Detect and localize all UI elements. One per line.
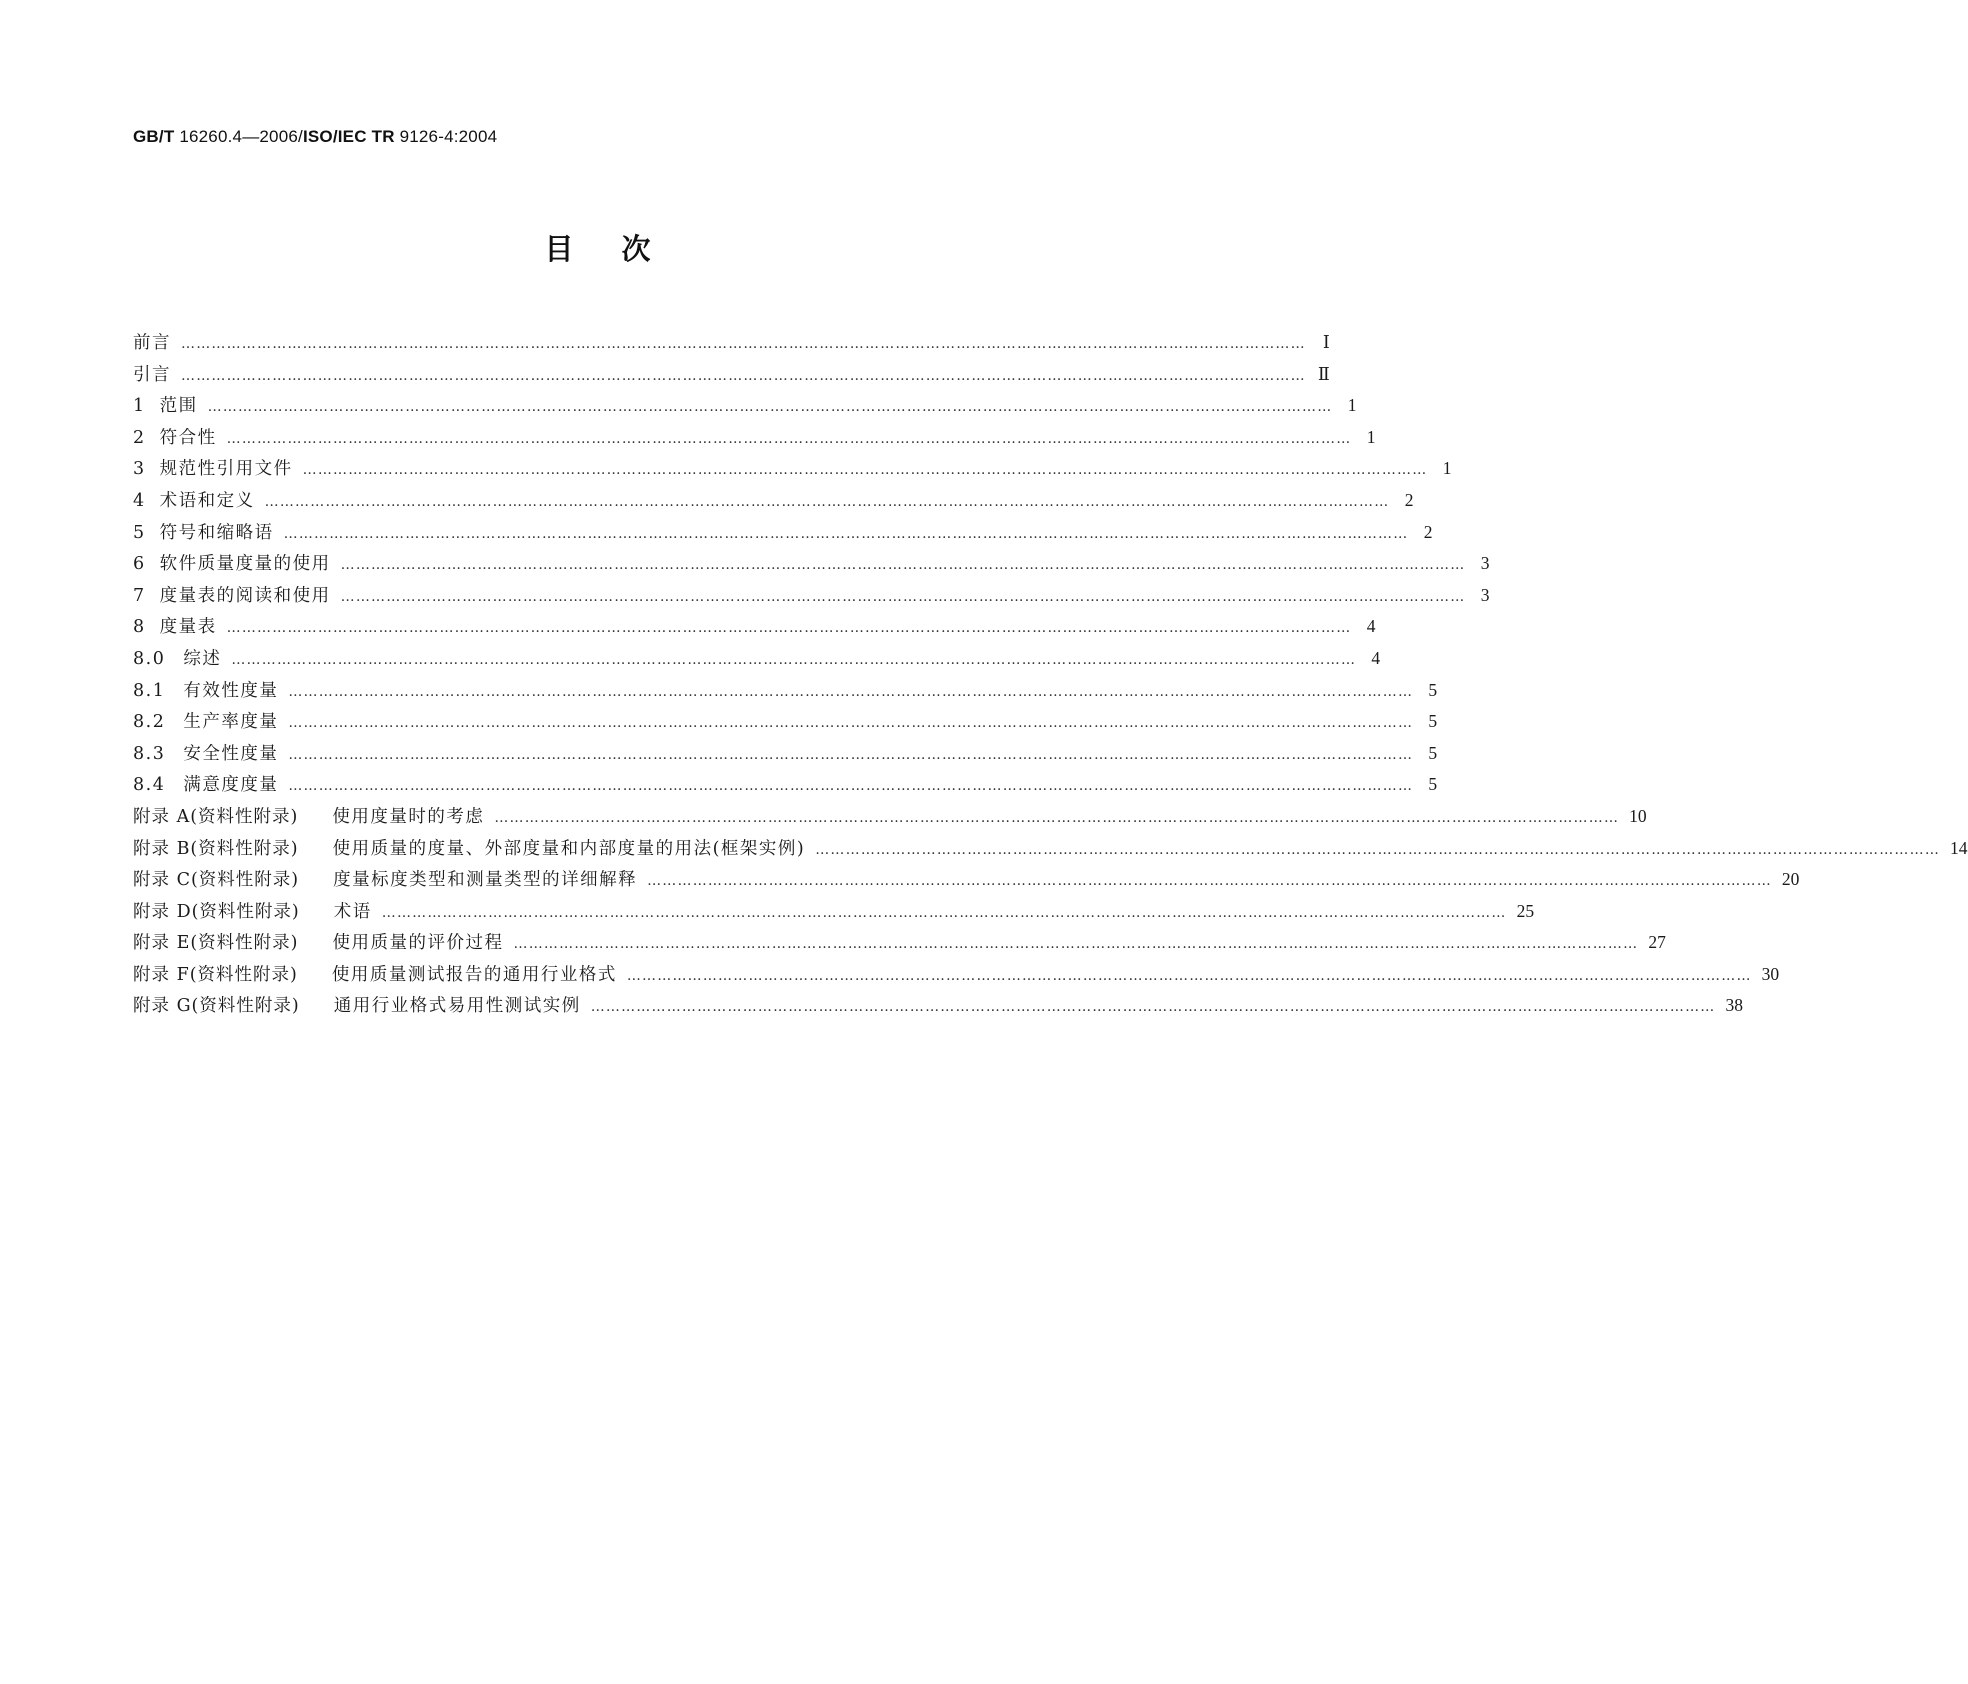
toc-page-number: 1 xyxy=(1366,426,1376,447)
toc-entry-label xyxy=(133,835,805,860)
toc-dot-leader: …………………………………………………………………………………………………………………………………………………………………………………………………… xyxy=(647,873,1772,890)
toc-page-number: 1 xyxy=(1442,458,1452,479)
toc-entry[interactable] xyxy=(133,550,1490,582)
toc-entry[interactable] xyxy=(133,392,1357,424)
toc-entry-number: 2 xyxy=(133,427,146,448)
toc-entry-number: 8.4 xyxy=(133,775,166,796)
toc-dot-leader: …………………………………………………………………………………………………………………………………………………………………………………………………… xyxy=(288,778,1414,795)
toc-entry-title: 有效性度量 xyxy=(183,680,279,701)
toc-entry-label xyxy=(133,740,278,765)
toc-entry-label xyxy=(133,961,617,986)
toc-entry-title: 软件质量度量的使用 xyxy=(159,554,331,575)
toc-entry-number: 8 xyxy=(133,617,146,638)
toc-entry[interactable] xyxy=(133,329,1330,361)
toc-entry-number: 8.0 xyxy=(133,648,166,669)
toc-entry-label xyxy=(133,992,581,1017)
toc-dot-leader: …………………………………………………………………………………………………………………………………………………………………………………………………… xyxy=(288,683,1414,700)
toc-page-number: 2 xyxy=(1423,521,1433,542)
toc-dot-leader: …………………………………………………………………………………………………………………………………………………………………………………………………… xyxy=(207,399,1333,416)
toc-annex-prefix: 附录 A(资料性附录) xyxy=(133,806,299,827)
toc-page-number: 20 xyxy=(1781,869,1800,890)
toc-page-number: Ⅰ xyxy=(1322,332,1330,352)
toc-entry[interactable] xyxy=(133,992,1744,1024)
toc-page-number: 5 xyxy=(1428,742,1438,763)
toc-page-number: 4 xyxy=(1366,616,1376,637)
toc-dot-leader: …………………………………………………………………………………………………………………………………………………………………………………………………… xyxy=(226,430,1352,447)
toc-entry-title: 使用度量时的考虑 xyxy=(332,806,485,827)
toc-dot-leader: …………………………………………………………………………………………………………………………………………………………………………………………………… xyxy=(231,651,1357,668)
toc-entry-number: 3 xyxy=(133,459,146,480)
toc-dot-leader: …………………………………………………………………………………………………………………………………………………………………………………………………… xyxy=(181,367,1306,384)
toc-dot-leader: …………………………………………………………………………………………………………………………………………………………………………………………………… xyxy=(283,525,1409,542)
toc-entry[interactable] xyxy=(133,424,1376,456)
toc-entry-label xyxy=(133,771,278,796)
toc-entry-number: 6 xyxy=(133,554,146,575)
toc-entry[interactable] xyxy=(133,961,1780,993)
toc-entry-title: 使用质量的评价过程 xyxy=(332,933,504,954)
toc-entry-number: 4 xyxy=(133,490,146,511)
toc-entry[interactable] xyxy=(133,613,1376,645)
toc-entry-number: 5 xyxy=(133,522,146,543)
toc-entry-title: 生产率度量 xyxy=(183,712,279,733)
toc-entry-title: 术语 xyxy=(333,901,372,922)
toc-entry[interactable] xyxy=(133,866,1800,898)
toc-dot-leader: …………………………………………………………………………………………………………………………………………………………………………………………………… xyxy=(226,620,1352,637)
toc-page-number: 5 xyxy=(1428,679,1438,700)
toc-entry-title: 使用质量的度量、外部度量和内部度量的用法(框架实例) xyxy=(332,838,806,859)
toc-page-number: 3 xyxy=(1480,553,1490,574)
toc-entry-title: 规范性引用文件 xyxy=(159,459,293,480)
toc-entry[interactable] xyxy=(133,898,1535,930)
toc-annex-prefix: 附录 E(资料性附录) xyxy=(133,933,299,954)
toc-entry[interactable] xyxy=(133,645,1381,677)
toc-entry-number: 8.2 xyxy=(133,712,166,733)
toc-dot-leader: …………………………………………………………………………………………………………………………………………………………………………………………………… xyxy=(264,493,1390,510)
toc-entry-label xyxy=(133,519,274,544)
toc-entry-title: 符号和缩略语 xyxy=(159,522,274,543)
toc-entry-label xyxy=(133,929,504,954)
toc-title: 目次 xyxy=(544,232,699,266)
toc-page-number: 5 xyxy=(1428,774,1438,795)
toc-entry-title: 综述 xyxy=(183,648,222,669)
toc-entry-label xyxy=(133,613,217,638)
toc-dot-leader: …………………………………………………………………………………………………………………………………………………………………………………………………… xyxy=(626,967,1752,984)
toc-entry-number: 1 xyxy=(133,396,146,417)
toc-entry-title: 范围 xyxy=(159,396,198,417)
iso-code-prefix: ISO/IEC TR xyxy=(302,127,395,146)
toc-page-number: 10 xyxy=(1629,805,1647,826)
toc-entry-label xyxy=(133,708,278,733)
toc-dot-leader: …………………………………………………………………………………………………………………………………………………………………………………………………… xyxy=(340,557,1466,574)
toc-page-number: 3 xyxy=(1480,584,1490,605)
toc-page-number: 5 xyxy=(1428,711,1438,732)
toc-page-number: Ⅱ xyxy=(1317,363,1330,384)
toc-entry[interactable] xyxy=(133,519,1433,551)
toc-page-number: 27 xyxy=(1648,932,1666,953)
toc-entry-label xyxy=(133,361,171,386)
toc-annex-prefix: 附录 F(资料性附录) xyxy=(133,964,298,985)
toc-annex-prefix: 附录 D(资料性附录) xyxy=(133,901,300,922)
toc-page-number: 1 xyxy=(1347,395,1357,416)
toc-page-number: 38 xyxy=(1725,995,1744,1016)
toc-annex-prefix: 附录 B(资料性附录) xyxy=(133,838,299,859)
toc-page-number: 25 xyxy=(1516,900,1535,921)
toc-entry-label xyxy=(133,487,255,512)
toc-entry-label xyxy=(133,424,217,449)
toc-entry[interactable] xyxy=(133,929,1666,961)
toc-dot-leader: …………………………………………………………………………………………………………………………………………………………………………………………………… xyxy=(494,809,1620,826)
standard-code-prefix: GB/T xyxy=(133,127,175,146)
toc-entry-label xyxy=(133,803,484,828)
toc-dot-leader: …………………………………………………………………………………………………………………………………………………………………………………………………… xyxy=(590,999,1716,1016)
toc-entry-label xyxy=(133,550,331,575)
toc-entry[interactable] xyxy=(133,487,1414,519)
toc-entry-label xyxy=(133,392,198,417)
toc-annex-prefix: 附录 G(资料性附录) xyxy=(133,996,300,1017)
toc-dot-leader: …………………………………………………………………………………………………………………………………………………………………………………………………… xyxy=(288,746,1414,763)
toc-dot-leader: …………………………………………………………………………………………………………………………………………………………………………………………………… xyxy=(513,936,1639,953)
toc-annex-prefix: 附录 C(资料性附录) xyxy=(133,870,300,891)
toc-dot-leader: …………………………………………………………………………………………………………………………………………………………………………………………………… xyxy=(302,462,1428,479)
toc-dot-leader: …………………………………………………………………………………………………………………………………………………………………………………………………… xyxy=(815,841,1941,858)
toc-entry-title: 前言 xyxy=(133,333,171,353)
toc-entry-label xyxy=(133,582,331,607)
toc-page-number: 2 xyxy=(1404,489,1414,510)
toc-page-number: 4 xyxy=(1371,647,1381,668)
toc-entry[interactable] xyxy=(133,361,1330,393)
toc-entry-label xyxy=(133,898,372,923)
toc-entry[interactable] xyxy=(133,582,1490,614)
toc-entry[interactable] xyxy=(133,740,1438,772)
standard-code-number: 16260.4—2006/ xyxy=(174,127,303,146)
toc-dot-leader: …………………………………………………………………………………………………………………………………………………………………………………………………… xyxy=(340,588,1466,605)
toc-entry[interactable] xyxy=(133,803,1647,835)
toc-entry-number: 8.3 xyxy=(133,743,166,764)
toc-entry-number: 8.1 xyxy=(133,680,166,701)
toc-entry-title: 安全性度量 xyxy=(183,743,279,764)
toc-entry-title: 度量表 xyxy=(159,617,217,638)
table-of-contents xyxy=(133,329,1968,1024)
toc-entry-title: 术语和定义 xyxy=(159,490,255,511)
toc-entry-label xyxy=(133,645,221,670)
toc-entry-label xyxy=(133,866,637,891)
toc-page-number: 30 xyxy=(1761,963,1780,984)
toc-page-number: 14 xyxy=(1950,837,1968,858)
toc-entry[interactable] xyxy=(133,771,1438,803)
standard-code-header xyxy=(133,127,497,147)
toc-entry-title: 度量标度类型和测量类型的详细解释 xyxy=(333,870,638,891)
toc-entry-title: 通用行业格式易用性测试实例 xyxy=(333,996,581,1017)
toc-entry-title: 符合性 xyxy=(159,427,217,448)
toc-entry-label xyxy=(133,455,293,480)
toc-entry-title: 引言 xyxy=(133,364,171,385)
toc-entry[interactable] xyxy=(133,708,1438,740)
toc-entry[interactable] xyxy=(133,677,1438,709)
toc-entry[interactable] xyxy=(133,835,1968,867)
toc-entry-number: 7 xyxy=(133,585,146,606)
iso-code-number: 9126-4:2004 xyxy=(394,127,498,146)
toc-entry[interactable] xyxy=(133,455,1452,487)
toc-entry-title: 度量表的阅读和使用 xyxy=(159,585,331,606)
toc-dot-leader: …………………………………………………………………………………………………………………………………………………………………………………………………… xyxy=(288,715,1414,732)
toc-entry-title: 使用质量测试报告的通用行业格式 xyxy=(331,964,617,985)
toc-entry-title: 满意度度量 xyxy=(183,775,279,796)
toc-dot-leader: …………………………………………………………………………………………………………………………………………………………………………………………………… xyxy=(181,336,1306,352)
toc-dot-leader: …………………………………………………………………………………………………………………………………………………………………………………………………… xyxy=(381,904,1507,921)
toc-entry-label xyxy=(133,677,278,702)
toc-entry-label xyxy=(133,329,171,354)
